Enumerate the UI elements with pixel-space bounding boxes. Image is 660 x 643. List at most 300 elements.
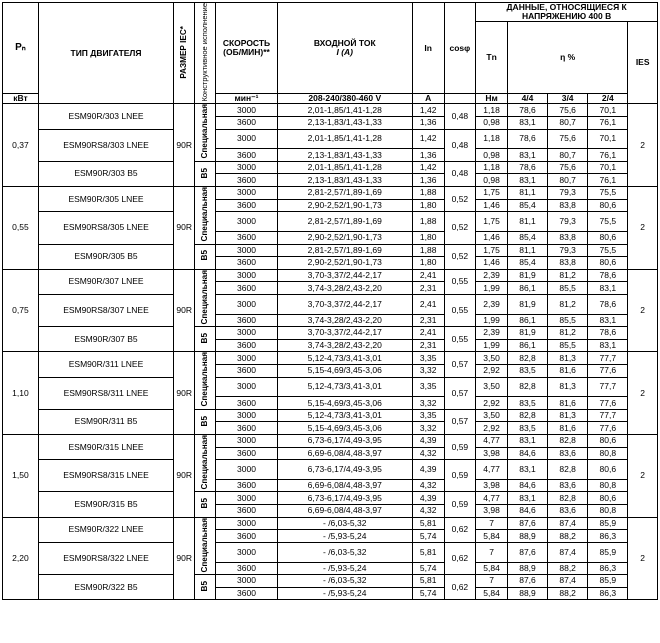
cell-current: - /5,93-5,24 xyxy=(277,562,412,575)
cell-construction xyxy=(195,104,216,161)
header-pn-unit xyxy=(3,94,39,104)
cell-eta-24: 77,7 xyxy=(588,409,628,422)
cell-current: 2,81-2,57/1,89-1,69 xyxy=(277,244,412,257)
cell-eta-24: 77,7 xyxy=(588,377,628,397)
cell-eta-44: 84,6 xyxy=(507,447,547,460)
cell-eta-44: 81,9 xyxy=(507,294,547,314)
cell-eta-44: 81,1 xyxy=(507,244,547,257)
cell-eta-34: 83,8 xyxy=(548,199,588,212)
cell-eta-24: 83,1 xyxy=(588,282,628,295)
cell-eta-44: 78,6 xyxy=(507,129,547,149)
cell-speed: 3000 xyxy=(216,352,277,365)
cell-eta-24: 85,9 xyxy=(588,542,628,562)
cell-eta-44: 84,6 xyxy=(507,505,547,518)
cell-eta-44: 84,6 xyxy=(507,479,547,492)
cell-in: 4,32 xyxy=(412,479,444,492)
cell-eta-34: 81,6 xyxy=(548,422,588,435)
header-motor-type-label: ТИП ДВИГАТЕЛЯ xyxy=(70,47,142,58)
cell-ies: 2 xyxy=(628,104,658,187)
table-row xyxy=(3,352,658,365)
cell-speed: 3000 xyxy=(216,409,277,422)
cell-eta-44: 81,1 xyxy=(507,187,547,200)
table-row xyxy=(3,187,658,200)
cell-current: - /6,03-5,32 xyxy=(277,575,412,588)
cell-eta-44: 83,1 xyxy=(507,116,547,129)
header-cos-spacer xyxy=(444,94,476,104)
cell-current: 5,15-4,69/3,45-3,06 xyxy=(277,364,412,377)
cell-cos-phi: 0,57 xyxy=(444,352,476,377)
cell-current: 3,70-3,37/2,44-2,17 xyxy=(277,294,412,314)
cell-motor-type: ESM90R/307 B5 xyxy=(38,327,173,352)
cell-speed: 3000 xyxy=(216,244,277,257)
cell-speed: 3000 xyxy=(216,212,277,232)
cell-in: 1,80 xyxy=(412,199,444,212)
cell-eta-24: 85,9 xyxy=(588,517,628,530)
table-row xyxy=(3,129,658,149)
cell-eta-44: 86,1 xyxy=(507,339,547,352)
cell-motor-type: ESM90R/315 B5 xyxy=(38,492,173,517)
cell-in: 1,42 xyxy=(412,104,444,117)
cell-cos-phi: 0,48 xyxy=(444,129,476,161)
cell-ies: 2 xyxy=(628,269,658,352)
cell-eta-44: 83,1 xyxy=(507,174,547,187)
cell-in: 5,74 xyxy=(412,562,444,575)
cell-tn: 3,98 xyxy=(476,479,508,492)
cell-construction xyxy=(195,244,216,269)
cell-in: 5,74 xyxy=(412,587,444,600)
cell-speed: 3600 xyxy=(216,447,277,460)
header-speed-title: СКОРОСТЬ xyxy=(222,38,271,49)
cell-speed: 3600 xyxy=(216,314,277,327)
table-row xyxy=(3,575,658,588)
header-eta-34-label: 3/4 xyxy=(561,93,574,104)
cell-speed: 3600 xyxy=(216,339,277,352)
cell-tn: 7 xyxy=(476,575,508,588)
cell-construction-label: В5 xyxy=(200,333,209,344)
cell-eta-24: 70,1 xyxy=(588,129,628,149)
cell-eta-34: 85,5 xyxy=(548,314,588,327)
cell-eta-44: 81,9 xyxy=(507,327,547,340)
cell-speed: 3000 xyxy=(216,269,277,282)
cell-eta-44: 81,9 xyxy=(507,269,547,282)
cell-current: 2,01-1,85/1,41-1,28 xyxy=(277,104,412,117)
cell-motor-type: ESM90R/305 LNEE xyxy=(38,187,173,212)
cell-eta-44: 88,9 xyxy=(507,562,547,575)
cell-current: 5,15-4,69/3,45-3,06 xyxy=(277,422,412,435)
cell-motor-type: ESM90RS8/311 LNEE xyxy=(38,377,173,409)
cell-eta-24: 75,5 xyxy=(588,244,628,257)
cell-eta-34: 83,6 xyxy=(548,447,588,460)
cell-eta-24: 80,8 xyxy=(588,447,628,460)
cell-tn: 4,77 xyxy=(476,492,508,505)
cell-eta-44: 82,8 xyxy=(507,409,547,422)
cell-cos-phi: 0,52 xyxy=(444,187,476,212)
cell-tn: 2,92 xyxy=(476,364,508,377)
cell-tn: 4,77 xyxy=(476,460,508,480)
cell-current: 2,81-2,57/1,89-1,69 xyxy=(277,187,412,200)
cell-cos-phi: 0,59 xyxy=(444,492,476,517)
cell-eta-34: 87,4 xyxy=(548,542,588,562)
cell-motor-type: ESM90R/322 LNEE xyxy=(38,517,173,542)
cell-cos-phi: 0,57 xyxy=(444,409,476,434)
cell-eta-34: 83,6 xyxy=(548,505,588,518)
cell-in: 1,42 xyxy=(412,161,444,174)
cell-eta-24: 75,5 xyxy=(588,212,628,232)
cell-eta-34: 87,4 xyxy=(548,517,588,530)
cell-construction-label: В5 xyxy=(200,250,209,261)
cell-eta-44: 83,5 xyxy=(507,422,547,435)
cell-tn: 5,84 xyxy=(476,562,508,575)
cell-eta-24: 78,6 xyxy=(588,269,628,282)
header-current-sub2-label: 208-240/380-460 V xyxy=(308,93,382,104)
cell-ies: 2 xyxy=(628,517,658,600)
cell-tn: 3,50 xyxy=(476,409,508,422)
cell-eta-44: 86,1 xyxy=(507,282,547,295)
header-construction-label: Конструктивное исполнение xyxy=(200,3,210,102)
cell-construction-label: В5 xyxy=(200,415,209,427)
cell-eta-44: 88,9 xyxy=(507,587,547,600)
cell-tn: 2,92 xyxy=(476,422,508,435)
cell-in: 2,41 xyxy=(412,294,444,314)
cell-current: 6,73-6,17/4,49-3,95 xyxy=(277,492,412,505)
cell-current: 3,70-3,37/2,44-2,17 xyxy=(277,327,412,340)
cell-ies: 2 xyxy=(628,352,658,435)
cell-iec-size: 90R xyxy=(174,435,195,518)
cell-in: 4,32 xyxy=(412,505,444,518)
cell-eta-34: 81,3 xyxy=(548,377,588,397)
header-speed xyxy=(216,3,277,94)
cell-motor-type: ESM90R/322 B5 xyxy=(38,575,173,600)
cell-eta-24: 86,3 xyxy=(588,530,628,543)
cell-eta-34: 88,2 xyxy=(548,587,588,600)
cell-eta-34: 80,7 xyxy=(548,149,588,162)
cell-eta-34: 75,6 xyxy=(548,129,588,149)
cell-in: 1,36 xyxy=(412,116,444,129)
cell-motor-type: ESM90R/311 B5 xyxy=(38,409,173,434)
cell-eta-34: 83,8 xyxy=(548,231,588,244)
table-row xyxy=(3,212,658,232)
cell-eta-34: 79,3 xyxy=(548,187,588,200)
cell-current: 6,69-6,08/4,48-3,97 xyxy=(277,505,412,518)
cell-eta-44: 78,6 xyxy=(507,104,547,117)
cell-eta-44: 78,6 xyxy=(507,161,547,174)
cell-eta-34: 83,8 xyxy=(548,257,588,270)
cell-eta-24: 80,8 xyxy=(588,505,628,518)
cell-in: 4,32 xyxy=(412,447,444,460)
cell-eta-34: 82,8 xyxy=(548,460,588,480)
cell-in: 1,80 xyxy=(412,231,444,244)
cell-current: 6,69-6,08/4,48-3,97 xyxy=(277,479,412,492)
cell-construction-label: Специальная xyxy=(200,269,209,325)
table-row xyxy=(3,244,658,257)
header-eta xyxy=(507,21,627,94)
cell-speed: 3000 xyxy=(216,542,277,562)
motor-spec-table xyxy=(2,2,658,600)
header-speed-unit1: (ОБ/МИН)** xyxy=(223,47,270,58)
cell-tn: 7 xyxy=(476,542,508,562)
cell-current: - /6,03-5,32 xyxy=(277,542,412,562)
cell-speed: 3600 xyxy=(216,149,277,162)
table-row xyxy=(3,377,658,397)
cell-current: 3,74-3,28/2,43-2,20 xyxy=(277,339,412,352)
cell-eta-24: 80,6 xyxy=(588,460,628,480)
cell-current: 2,13-1,83/1,43-1,33 xyxy=(277,174,412,187)
cell-cos-phi: 0,55 xyxy=(444,327,476,352)
cell-construction-label: В5 xyxy=(200,167,209,179)
cell-motor-type: ESM90R/305 B5 xyxy=(38,244,173,269)
cell-eta-34: 88,2 xyxy=(548,530,588,543)
cell-in: 3,32 xyxy=(412,422,444,435)
cell-speed: 3600 xyxy=(216,422,277,435)
cell-speed: 3600 xyxy=(216,505,277,518)
cell-speed: 3600 xyxy=(216,116,277,129)
header-data400-label: ДАННЫЕ, ОТНОСЯЩИЕСЯ К НАПРЯЖЕНИЮ 400 В xyxy=(506,2,627,21)
cell-pn: 1,10 xyxy=(3,352,39,435)
cell-cos-phi: 0,62 xyxy=(444,542,476,574)
cell-tn: 0,98 xyxy=(476,174,508,187)
table-body xyxy=(3,104,658,600)
cell-in: 5,81 xyxy=(412,542,444,562)
cell-iec-size: 90R xyxy=(174,104,195,187)
cell-motor-type: ESM90R/311 LNEE xyxy=(38,352,173,377)
header-eta-label: η % xyxy=(560,52,576,63)
cell-eta-24: 85,9 xyxy=(588,575,628,588)
cell-construction xyxy=(195,435,216,492)
cell-tn: 3,50 xyxy=(476,377,508,397)
cell-speed: 3600 xyxy=(216,257,277,270)
header-current xyxy=(277,3,412,94)
cell-cos-phi: 0,59 xyxy=(444,460,476,492)
cell-current: 2,01-1,85/1,41-1,28 xyxy=(277,161,412,174)
table-row xyxy=(3,460,658,480)
cell-construction-label: В5 xyxy=(200,581,209,592)
table-row xyxy=(3,104,658,117)
cell-in: 5,81 xyxy=(412,575,444,588)
cell-speed: 3600 xyxy=(216,174,277,187)
cell-eta-44: 88,9 xyxy=(507,530,547,543)
cell-eta-24: 86,3 xyxy=(588,562,628,575)
cell-in: 1,36 xyxy=(412,174,444,187)
cell-motor-type: ESM90R/303 B5 xyxy=(38,161,173,186)
cell-in: 5,74 xyxy=(412,530,444,543)
cell-current: 5,12-4,73/3,41-3,01 xyxy=(277,409,412,422)
cell-eta-34: 82,8 xyxy=(548,492,588,505)
cell-current: 2,13-1,83/1,43-1,33 xyxy=(277,149,412,162)
cell-eta-44: 85,4 xyxy=(507,257,547,270)
cell-in: 1,88 xyxy=(412,187,444,200)
cell-iec-size: 90R xyxy=(174,517,195,600)
cell-eta-24: 86,3 xyxy=(588,587,628,600)
cell-eta-34: 81,3 xyxy=(548,409,588,422)
cell-current: 3,74-3,28/2,43-2,20 xyxy=(277,314,412,327)
header-ies-label: IES xyxy=(635,57,650,68)
cell-construction xyxy=(195,409,216,434)
cell-ies: 2 xyxy=(628,435,658,518)
cell-in: 2,31 xyxy=(412,282,444,295)
cell-eta-24: 77,6 xyxy=(588,364,628,377)
header-construction xyxy=(195,3,216,104)
header-eta-24-label: 2/4 xyxy=(601,93,614,104)
cell-eta-44: 81,1 xyxy=(507,212,547,232)
cell-eta-34: 85,5 xyxy=(548,339,588,352)
header-current-sub1: I (A) xyxy=(336,47,354,58)
cell-eta-34: 83,6 xyxy=(548,479,588,492)
cell-tn: 1,75 xyxy=(476,212,508,232)
cell-ies: 2 xyxy=(628,187,658,270)
cell-tn: 1,18 xyxy=(476,104,508,117)
cell-speed: 3600 xyxy=(216,364,277,377)
table-row xyxy=(3,492,658,505)
cell-cos-phi: 0,55 xyxy=(444,269,476,294)
header-tn-unit xyxy=(476,94,508,104)
cell-speed: 3000 xyxy=(216,460,277,480)
cell-tn: 7 xyxy=(476,517,508,530)
cell-pn: 0,37 xyxy=(3,104,39,187)
cell-current: 2,01-1,85/1,41-1,28 xyxy=(277,129,412,149)
cell-tn: 4,77 xyxy=(476,435,508,448)
cell-cos-phi: 0,48 xyxy=(444,161,476,186)
cell-speed: 3000 xyxy=(216,104,277,117)
cell-in: 1,36 xyxy=(412,149,444,162)
cell-motor-type: ESM90R/307 LNEE xyxy=(38,269,173,294)
cell-tn: 5,84 xyxy=(476,530,508,543)
cell-eta-44: 83,1 xyxy=(507,149,547,162)
cell-pn: 1,50 xyxy=(3,435,39,518)
header-iec-size xyxy=(174,3,195,104)
cell-motor-type: ESM90RS8/315 LNEE xyxy=(38,460,173,492)
cell-in: 4,39 xyxy=(412,435,444,448)
cell-eta-44: 83,5 xyxy=(507,364,547,377)
cell-iec-size: 90R xyxy=(174,352,195,435)
header-motor-type xyxy=(38,3,173,104)
header-data400 xyxy=(476,3,658,22)
cell-construction xyxy=(195,352,216,409)
cell-speed: 3000 xyxy=(216,492,277,505)
cell-current: 5,12-4,73/3,41-3,01 xyxy=(277,377,412,397)
header-tn xyxy=(476,21,508,94)
cell-tn: 1,99 xyxy=(476,314,508,327)
cell-in: 3,35 xyxy=(412,352,444,365)
header-cos xyxy=(444,3,476,94)
cell-motor-type: ESM90R/315 LNEE xyxy=(38,435,173,460)
cell-current: - /6,03-5,32 xyxy=(277,517,412,530)
header-current-sub2 xyxy=(277,94,412,104)
cell-construction-label: Специальная xyxy=(200,435,209,490)
cell-in: 3,32 xyxy=(412,364,444,377)
cell-pn: 0,55 xyxy=(3,187,39,270)
cell-speed: 3000 xyxy=(216,161,277,174)
cell-tn: 1,18 xyxy=(476,161,508,174)
cell-current: 2,90-2,52/1,90-1,73 xyxy=(277,231,412,244)
cell-in: 1,42 xyxy=(412,129,444,149)
cell-tn: 1,46 xyxy=(476,231,508,244)
cell-eta-24: 77,6 xyxy=(588,422,628,435)
cell-tn: 3,98 xyxy=(476,447,508,460)
header-eta-44 xyxy=(507,94,547,104)
cell-eta-44: 87,6 xyxy=(507,542,547,562)
cell-tn: 2,92 xyxy=(476,397,508,410)
cell-eta-34: 82,8 xyxy=(548,435,588,448)
cell-eta-24: 77,6 xyxy=(588,397,628,410)
cell-cos-phi: 0,52 xyxy=(444,244,476,269)
cell-current: 6,73-6,17/4,49-3,95 xyxy=(277,435,412,448)
cell-tn: 2,39 xyxy=(476,269,508,282)
cell-current: 5,15-4,69/3,45-3,06 xyxy=(277,397,412,410)
cell-eta-44: 83,1 xyxy=(507,492,547,505)
cell-speed: 3000 xyxy=(216,377,277,397)
cell-eta-44: 83,1 xyxy=(507,460,547,480)
cell-construction-label: Специальная xyxy=(200,517,209,573)
cell-eta-44: 87,6 xyxy=(507,517,547,530)
header-iec-size-label: РАЗМЕР IEC* xyxy=(178,25,188,79)
cell-eta-44: 83,5 xyxy=(507,397,547,410)
header-in-unit-label: A xyxy=(425,93,432,104)
cell-eta-44: 86,1 xyxy=(507,314,547,327)
header-tn-label: Tn xyxy=(486,52,497,63)
cell-speed: 3600 xyxy=(216,282,277,295)
cell-eta-24: 80,8 xyxy=(588,479,628,492)
cell-speed: 3000 xyxy=(216,575,277,588)
cell-eta-24: 70,1 xyxy=(588,104,628,117)
cell-speed: 3600 xyxy=(216,199,277,212)
cell-tn: 1,46 xyxy=(476,199,508,212)
cell-tn: 0,98 xyxy=(476,116,508,129)
cell-in: 5,81 xyxy=(412,517,444,530)
cell-current: 2,90-2,52/1,90-1,73 xyxy=(277,257,412,270)
cell-eta-24: 83,1 xyxy=(588,339,628,352)
cell-eta-24: 70,1 xyxy=(588,161,628,174)
cell-cos-phi: 0,48 xyxy=(444,104,476,129)
cell-cos-phi: 0,62 xyxy=(444,517,476,542)
cell-cos-phi: 0,57 xyxy=(444,377,476,409)
cell-current: 5,12-4,73/3,41-3,01 xyxy=(277,352,412,365)
cell-cos-phi: 0,59 xyxy=(444,435,476,460)
cell-speed: 3600 xyxy=(216,587,277,600)
cell-current: 2,90-2,52/1,90-1,73 xyxy=(277,199,412,212)
cell-eta-34: 87,4 xyxy=(548,575,588,588)
cell-tn: 1,46 xyxy=(476,257,508,270)
cell-speed: 3600 xyxy=(216,231,277,244)
table-header xyxy=(3,3,658,104)
cell-construction xyxy=(195,517,216,574)
cell-eta-24: 80,6 xyxy=(588,257,628,270)
table-row xyxy=(3,294,658,314)
header-tn-unit-label: Нм xyxy=(485,93,498,104)
header-in-unit xyxy=(412,94,444,104)
cell-tn: 1,75 xyxy=(476,244,508,257)
cell-in: 2,31 xyxy=(412,314,444,327)
cell-iec-size: 90R xyxy=(174,187,195,270)
cell-eta-24: 76,1 xyxy=(588,174,628,187)
cell-speed: 3600 xyxy=(216,479,277,492)
cell-current: 2,81-2,57/1,89-1,69 xyxy=(277,212,412,232)
cell-construction-label: Специальная xyxy=(200,187,209,242)
cell-speed: 3000 xyxy=(216,187,277,200)
header-cos-label: cosφ xyxy=(449,42,471,53)
cell-eta-34: 81,3 xyxy=(548,352,588,365)
cell-speed: 3000 xyxy=(216,517,277,530)
cell-construction-label: В5 xyxy=(200,498,209,509)
cell-construction-label: Специальная xyxy=(200,352,209,407)
cell-eta-34: 75,6 xyxy=(548,161,588,174)
header-pn xyxy=(3,3,39,94)
header-current-title: ВХОДНОЙ ТОК xyxy=(313,38,376,49)
cell-in: 3,35 xyxy=(412,377,444,397)
header-speed-unit2 xyxy=(216,94,277,104)
cell-iec-size: 90R xyxy=(174,269,195,352)
header-eta-44-label: 4/4 xyxy=(521,93,534,104)
cell-tn: 3,50 xyxy=(476,352,508,365)
